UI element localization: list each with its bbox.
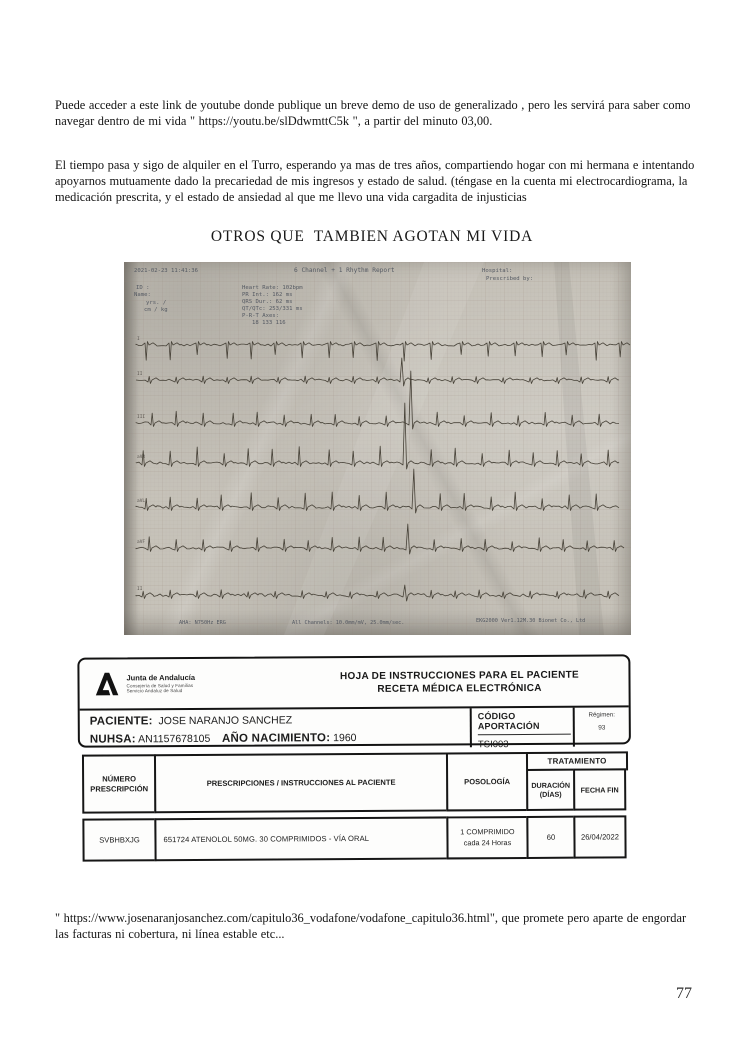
- lead-label: aVR: [137, 455, 146, 460]
- junta-andalucia-logo-icon: [93, 670, 120, 697]
- paragraph-vodafone: " https://www.josenaranjosanchez.com/capitulo36_vodafone/vodafone_capitulo36.html", que promete pero aparte de engordar las facturas ni cobertura, ni línea estable etc...: [55, 911, 687, 942]
- ecg-chart: [124, 262, 631, 635]
- ecg-heart-rate: Heart Rate: 102bpm: [242, 285, 303, 291]
- ecg-weight-label: cm / kg: [144, 307, 168, 313]
- cell-duracion: 60: [526, 816, 575, 859]
- birth-year-value: 1960: [333, 732, 357, 745]
- section-heading: OTROS QUE TAMBIEN AGOTAN MI VIDA: [210, 228, 534, 245]
- birth-year-label: AÑO NACIMIENTO:: [221, 732, 331, 746]
- header-tratamiento: TRATAMIENTO: [526, 751, 628, 771]
- lead-label: aVF: [137, 540, 146, 545]
- lead-label: II: [137, 372, 143, 377]
- lead-label: aVL: [137, 499, 146, 504]
- patient-info-row: [80, 705, 629, 749]
- ecg-qrs-duration: QRS Dur.: 62 ms: [242, 299, 293, 305]
- ecg-photo: [124, 262, 631, 635]
- prescription-table-row: [82, 815, 630, 861]
- codigo-aportacion-cell: [472, 708, 575, 751]
- org-subtitle-2: Servicio Andaluz de Salud: [126, 687, 183, 694]
- paragraph-living-situation: El tiempo pasa y sigo de alquiler en el Turro, esperando ya mas de tres años, compartiendo hogar con mi hermana e intentando apoyarnos mutuamente dado la precariedad de mis ingresos y estado de salud. (téngase en la cuenta mi electrocardiograma, la medicación prescrita, y el estado de ansiedad al que me llevo una vida cargadita de injusticias: [55, 158, 695, 204]
- prescription-header-row: [79, 656, 628, 708]
- ecg-age-label: yrs. /: [146, 300, 167, 306]
- lead-label: II: [137, 587, 143, 592]
- lead-label: I: [137, 337, 140, 342]
- ecg-id-label: ID :: [136, 285, 150, 291]
- header-duracion: DURACIÓN (DÍAS): [526, 769, 575, 811]
- patient-name: JOSE NARANJO SANCHEZ: [158, 714, 293, 728]
- patient-label: PACIENTE:: [89, 715, 153, 728]
- nuhsa-label: NUHSA:: [89, 733, 136, 747]
- posologia-line1: 1 COMPRIMIDO: [460, 826, 515, 836]
- ecg-channel-info: All Channels: 10.0mm/mV, 25.0mm/sec.: [292, 620, 405, 626]
- patient-nuhsa-line: [90, 729, 470, 750]
- cell-fecha-fin: 26/04/2022: [573, 815, 626, 858]
- codigo-aportacion-label: CÓDIGO APORTACIÓN: [478, 711, 571, 736]
- codigo-aportacion-value: TSI003: [477, 739, 509, 751]
- regimen-value: 93: [598, 724, 606, 732]
- posologia-line2: cada 24 Horas: [463, 837, 512, 847]
- regimen-cell: [575, 707, 629, 746]
- ecg-pr-interval: PR Int.: 162 ms: [242, 292, 293, 298]
- org-subtitle-1: Consejería de Salud y Familias: [126, 682, 194, 688]
- patient-identity-cell: [80, 708, 472, 749]
- prescription-title-line2: RECETA MÉDICA ELECTRÓNICA: [377, 682, 542, 695]
- ecg-axes-values: 18 133 116: [252, 320, 286, 326]
- prescription-title-line1: HOJA DE INSTRUCCIONES PARA EL PACIENTE: [339, 669, 580, 682]
- paragraph-youtube-link: Puede acceder a este link de youtube donde publique un breve demo de uso de generalizado , pero les servirá para saber como navegar dentro de mi vida " https://youtu.be/slDdwmttC5k ", a partir del minuto 03,00.: [55, 98, 691, 129]
- patient-name-line: [90, 710, 470, 731]
- header-tratamiento-group: [526, 751, 628, 811]
- cell-posologia: [446, 816, 528, 860]
- cell-prescripcion: 651724 ATENOLOL 50MG. 30 COMPRIMIDOS - VÍA ORAL: [154, 816, 448, 861]
- ecg-name-label: Name:: [134, 292, 151, 298]
- ecg-prescribed-label: Prescribed by:: [486, 276, 534, 282]
- prescription-table: [82, 751, 631, 861]
- header-tratamiento-subrow: [526, 768, 628, 811]
- ecg-report-title: 6 Channel + 1 Rhythm Report: [294, 267, 395, 274]
- regimen-label: Régimen:: [588, 711, 615, 719]
- prescription-title-block: [308, 668, 628, 696]
- nuhsa-value: AN1157678105: [138, 733, 211, 746]
- prescription-header-box: [77, 654, 631, 751]
- ecg-device-info: EKG2000 Ver1.12M.30 Bionet Co., Ltd: [476, 618, 586, 624]
- page-number: 77: [676, 985, 692, 1002]
- org-name: Junta de Andalucía: [126, 672, 196, 683]
- ecg-filter-info: AHA: N750Hz ERG: [179, 620, 226, 626]
- ecg-qt-qtc: QT/QTc: 253/331 ms: [242, 306, 303, 312]
- junta-andalucia-logo-block: [79, 669, 308, 697]
- prescription-table-header: [82, 751, 630, 813]
- ecg-axes-label: P-R-T Axes:: [242, 313, 280, 319]
- header-posologia: POSOLOGÍA: [446, 752, 528, 811]
- header-fecha-fin: FECHA FIN: [573, 768, 626, 810]
- prescription-scan: [75, 650, 636, 869]
- cell-numero-prescripcion: SVBHBXJG: [82, 818, 156, 861]
- header-numero-prescripcion: NÚMERO PRESCRIPCIÓN: [82, 754, 156, 813]
- ecg-datetime: 2021-02-23 11:41:36: [134, 268, 198, 274]
- ecg-hospital-label: Hospital:: [482, 268, 513, 274]
- logo-text: [126, 674, 195, 694]
- lead-label: III: [137, 415, 146, 420]
- header-prescripciones: PRESCRIPCIONES / INSTRUCCIONES AL PACIENTE: [154, 752, 448, 813]
